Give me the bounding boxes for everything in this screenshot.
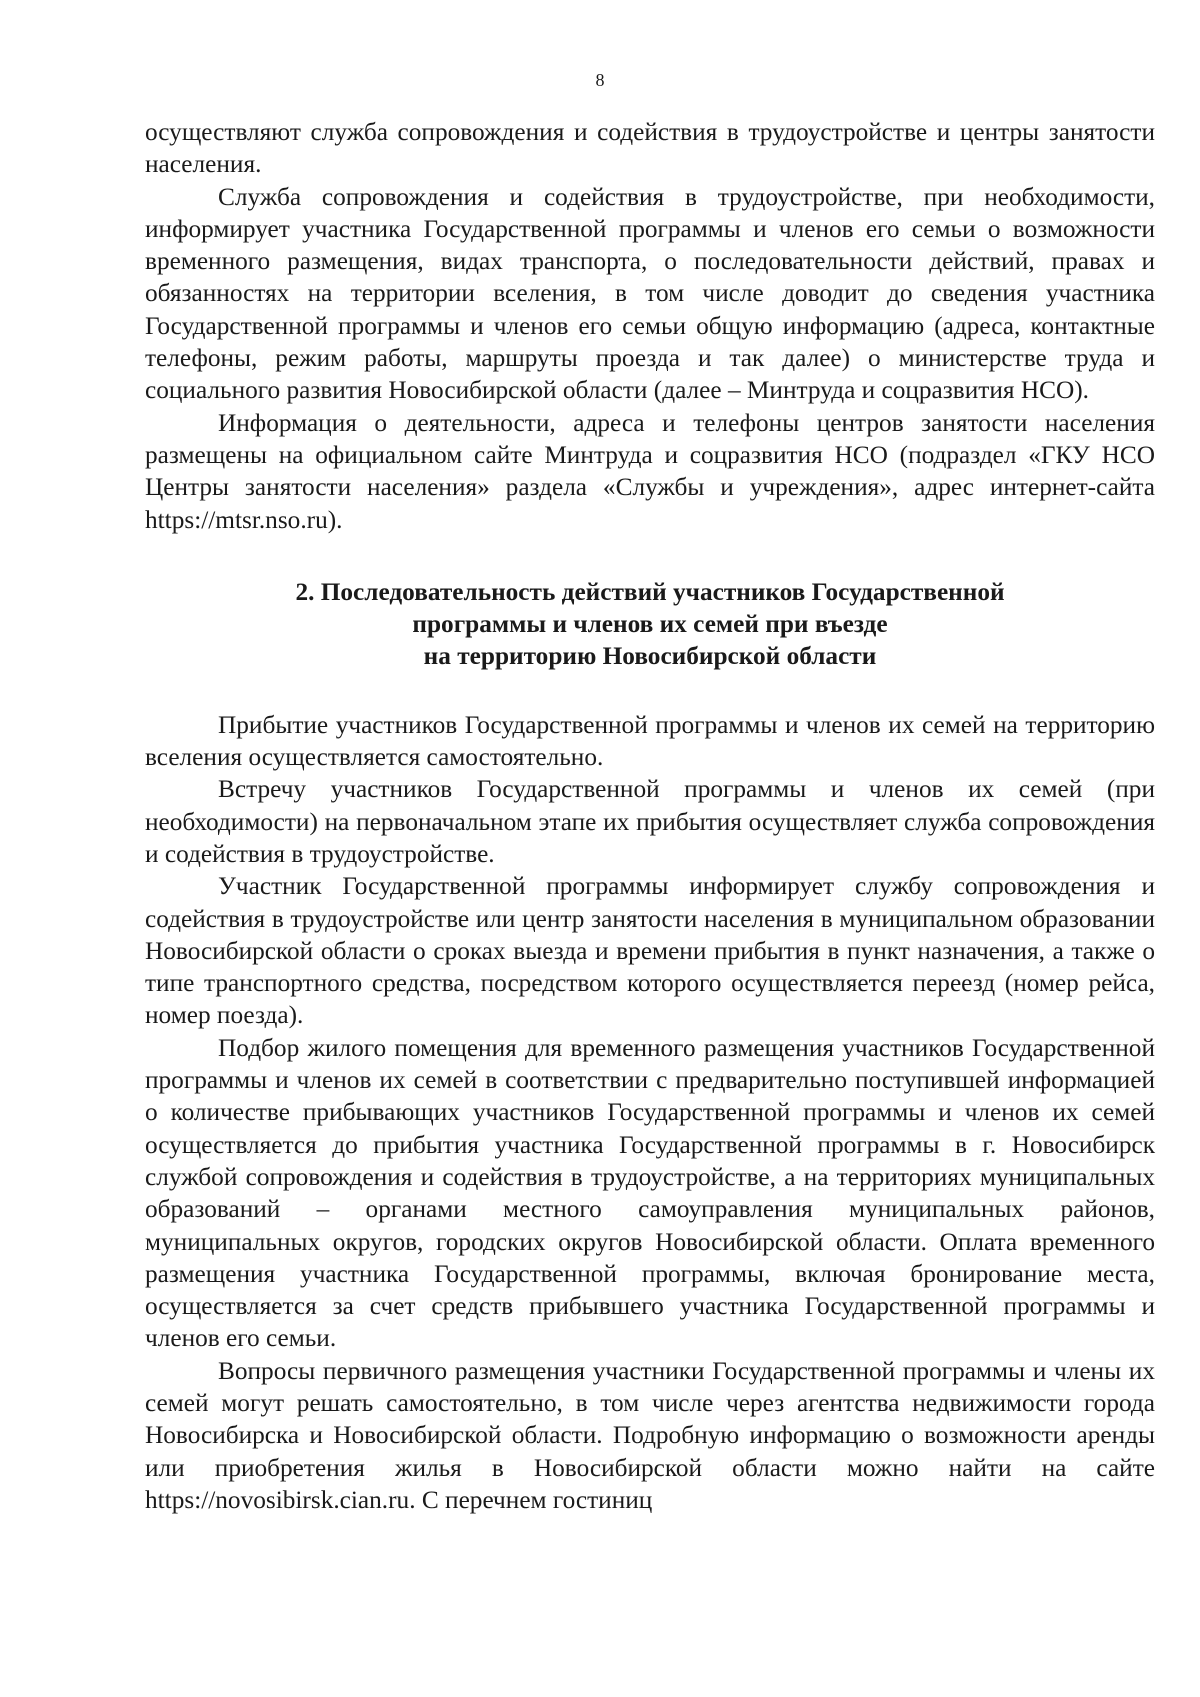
document-body <box>145 116 1155 1516</box>
paragraph: Прибытие участников Государственной программы и членов их семей на территорию вселения осуществляется самостоятельно. <box>145 710 1155 772</box>
heading-line: на территорию Новосибирской области <box>423 642 877 671</box>
paragraph: Встречу участников Государственной программы и членов их семей (при необходимости) на первоначальном этапе их прибытия осуществляет служба сопровождения и содействия в трудоустройстве. <box>145 775 1155 868</box>
page-number: 8 <box>595 70 605 90</box>
section-heading <box>145 576 1155 673</box>
paragraph: Участник Государственной программы информирует службу сопровождения и содействия в трудоустройстве или центр занятости населения в муниципальном образовании Новосибирской области о сроках выезда и времени прибытия в пункт назначения, а также о типе транспортного средства, посредством которого осуществляется переезд (номер рейса, номер поезда). <box>145 872 1155 1030</box>
paragraph: Информация о деятельности, адреса и телефоны центров занятости населения размещены на официальном сайте Минтруда и соцразвития НСО (подраздел «ГКУ НСО Центры занятости населения» раздела «Службы и учреждения», адрес интернет-сайта https://mtsr.nso.ru). <box>145 408 1155 534</box>
paragraph: Вопросы первичного размещения участники Государственной программы и члены их семей могут решать самостоятельно, в том числе через агентства недвижимости города Новосибирска и Новосибирской области. Подробную информацию о возможности аренды или приобретения жилья в Новосибирской области можно найти на сайте https://novosibirsk.cian.ru. С перечнем гостиниц <box>145 1356 1155 1514</box>
paragraph-continuation: осуществляют служба сопровождения и содействия в трудоустройстве и центры занятости населения. <box>145 118 1155 179</box>
heading-line: 2. Последовательность действий участников Государственной <box>295 577 1005 606</box>
paragraph: Подбор жилого помещения для временного размещения участников Государственной программы и членов их семей в соответствии с предварительно поступившей информацией о количестве прибывающих участников Государственной программы и членов их семей осуществляется до прибытия участника Государственной программы в г. Новосибирск службой сопровождения и содействия в трудоустройстве, а на территориях муниципальных образований – органами местного самоуправления муниципальных районов, муниципальных округов, городских округов Новосибирской области. Оплата временного размещения участника Государственной программы, включая бронирование места, осуществляется за счет средств прибывшего участника Государственной программы и членов его семьи. <box>145 1033 1155 1353</box>
heading-line: программы и членов их семей при въезде <box>412 610 888 639</box>
paragraph: Служба сопровождения и содействия в трудоустройстве, при необходимости, информирует участника Государственной программы и членов его семьи о возможности временного размещения, видах транспорта, о последовательности действий, правах и обязанностях на территории вселения, в том числе доводит до сведения участника Государственной программы и членов его семьи общую информацию (адреса, контактные телефоны, режим работы, маршруты проезда и так далее) о министерстве труда и социального развития Новосибирской области (далее – Минтруда и соцразвития НСО). <box>145 182 1155 405</box>
